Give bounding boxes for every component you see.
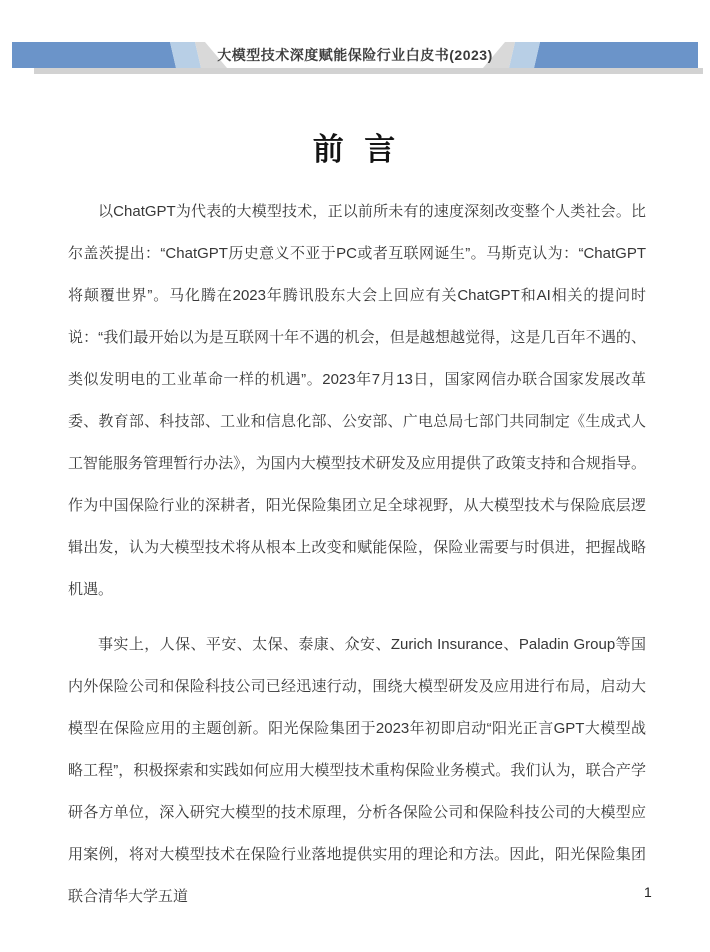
header-band-shadow — [34, 68, 703, 74]
page-number: 1 — [644, 884, 652, 900]
paragraph-2: 事实上，人保、平安、太保、泰康、众安、Zurich Insurance、Paladin Group等国内外保险公司和保险科技公司已经迅速行动，围绕大模型研发及应用进行布局，启动大模型在保险应用的主题创新。阳光保险集团于2023年初即启动“阳光正言GPT大模型战略工程”，积极探索和实践如何应用大模型技术重构保险业务模式。我们认为，联合产学研各方单位，深入研究大模型的技术原理，分析各保险公司和保险科技公司的大模型应用案例，将对大模型技术在保险行业落地提供实用的理论和方法。因此，阳光保险集团联合清华大学五道 — [68, 636, 646, 905]
header-running-title: 大模型技术深度赋能保险行业白皮书(2023) — [217, 47, 493, 63]
paragraph-1: 以ChatGPT为代表的大模型技术，正以前所未有的速度深刻改变整个人类社会。比尔盖茨提出：“ChatGPT历史意义不亚于PC或者互联网诞生”。马斯克认为：“ChatGPT将颠覆世界”。马化腾在2023年腾讯股东大会上回应有关ChatGPT和AI相关的提问时说：“我们最开始以为是互联网十年不遇的机会，但是越想越觉得，这是几百年不遇的、类似发明电的工业革命一样的机遇”。2023年7月13日，国家网信办联合国家发展改革委、教育部、科技部、工业和信息化部、公安部、广电总局七部门共同制定《生成式人工智能服务管理暂行办法》，为国内大模型技术研发及应用提供了政策支持和合规指导。作为中国保险行业的深耕者，阳光保险集团立足全球视野，从大模型技术与保险底层逻辑出发，认为大模型技术将从根本上改变和赋能保险，保险业需要与时俱进，把握战略机遇。 — [68, 203, 646, 598]
document-body — [68, 191, 646, 931]
page-title: 前 言 — [312, 132, 398, 167]
